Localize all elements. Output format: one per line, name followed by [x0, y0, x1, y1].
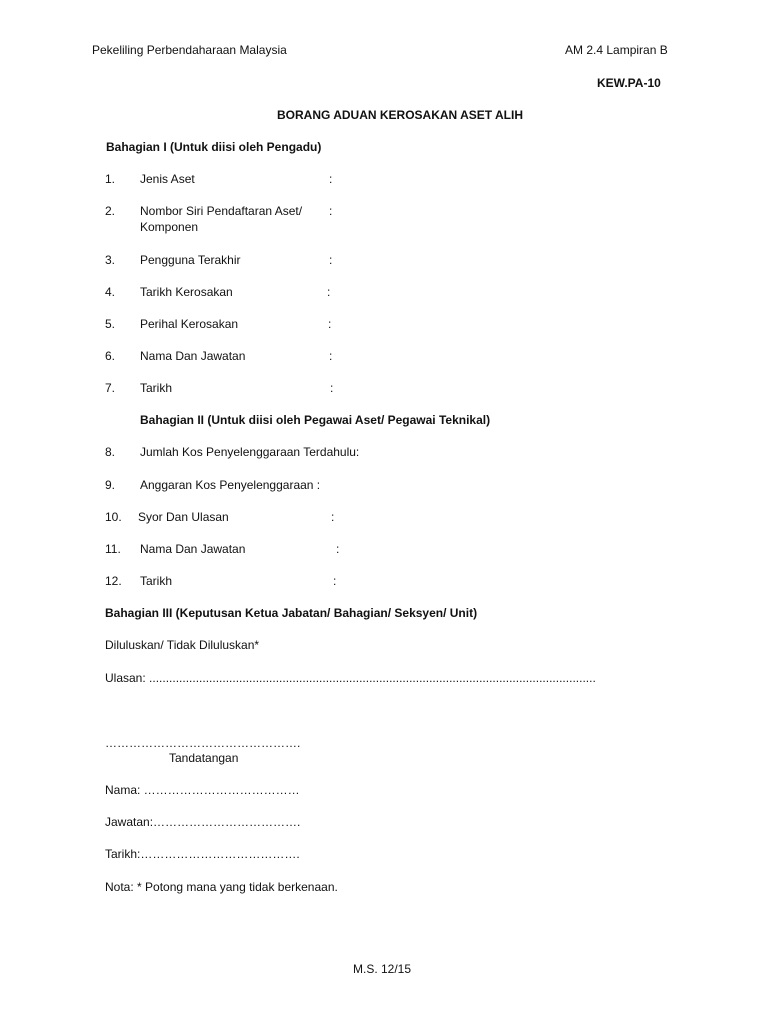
date-line: Tarikh:…………………………………. [105, 847, 300, 861]
item-number: 6. [105, 349, 116, 363]
item-number: 1. [105, 172, 116, 186]
item-colon: : [329, 204, 333, 218]
note: Nota: * Potong mana yang tidak berkenaan. [105, 880, 338, 894]
form-title: BORANG ADUAN KEROSAKAN ASET ALIH [277, 108, 523, 122]
name-line: Nama: ………………………………… [105, 783, 300, 797]
header-left: Pekeliling Perbendaharaan Malaysia [92, 43, 287, 57]
item-colon: : [329, 349, 333, 363]
section2-heading: Bahagian II (Untuk diisi oleh Pegawai Aset/ Pegawai Teknikal) [140, 413, 491, 427]
item-number: 9. [105, 478, 116, 492]
item-number: 2. [105, 204, 116, 218]
item-colon: : [328, 317, 332, 331]
item-label: Nama Dan Jawatan [140, 349, 246, 363]
item-number: 10. [105, 510, 122, 524]
item-number: 12. [105, 574, 122, 588]
item-number: 11. [105, 542, 121, 556]
section1-heading: Bahagian I (Untuk diisi oleh Pengadu) [106, 140, 322, 154]
item-number: 3. [105, 253, 116, 267]
signature-line: …………………………………………. [105, 736, 301, 750]
item-label: Jumlah Kos Penyelenggaraan Terdahulu: [140, 445, 360, 459]
section3-heading: Bahagian III (Keputusan Ketua Jabatan/ Bahagian/ Seksyen/ Unit) [105, 606, 478, 620]
page-number: M.S. 12/15 [353, 962, 412, 976]
item-number: 8. [105, 445, 116, 459]
item-label: Syor Dan Ulasan [138, 510, 229, 524]
header-right: AM 2.4 Lampiran B [565, 43, 668, 57]
item-number: 4. [105, 285, 116, 299]
item-colon: : [329, 253, 333, 267]
item-number: 7. [105, 381, 116, 395]
remarks-line: Ulasan: ...................................................................................................................................... [105, 671, 596, 685]
item-colon: : [330, 381, 334, 395]
item-number: 5. [105, 317, 116, 331]
item-label: Nama Dan Jawatan [140, 542, 246, 556]
item-colon: : [333, 574, 337, 588]
item-label: Anggaran Kos Penyelenggaraan : [140, 478, 321, 492]
item-colon: : [327, 285, 331, 299]
item-label: Pengguna Terakhir [140, 253, 241, 267]
item-colon: : [336, 542, 340, 556]
item-label-line2: Komponen [140, 220, 199, 234]
item-label: Tarikh [140, 381, 173, 395]
item-label: Tarikh [140, 574, 173, 588]
item-label: Nombor Siri Pendaftaran Aset/ [140, 204, 303, 218]
approval-option: Diluluskan/ Tidak Diluluskan* [105, 638, 260, 652]
position-line: Jawatan:………………………………. [105, 815, 301, 829]
item-label: Jenis Aset [140, 172, 195, 186]
form-code: KEW.PA-10 [597, 76, 661, 90]
item-colon: : [331, 510, 335, 524]
signature-label: Tandatangan [169, 751, 239, 765]
item-label: Perihal Kerosakan [140, 317, 239, 331]
item-colon: : [329, 172, 333, 186]
item-label: Tarikh Kerosakan [140, 285, 233, 299]
